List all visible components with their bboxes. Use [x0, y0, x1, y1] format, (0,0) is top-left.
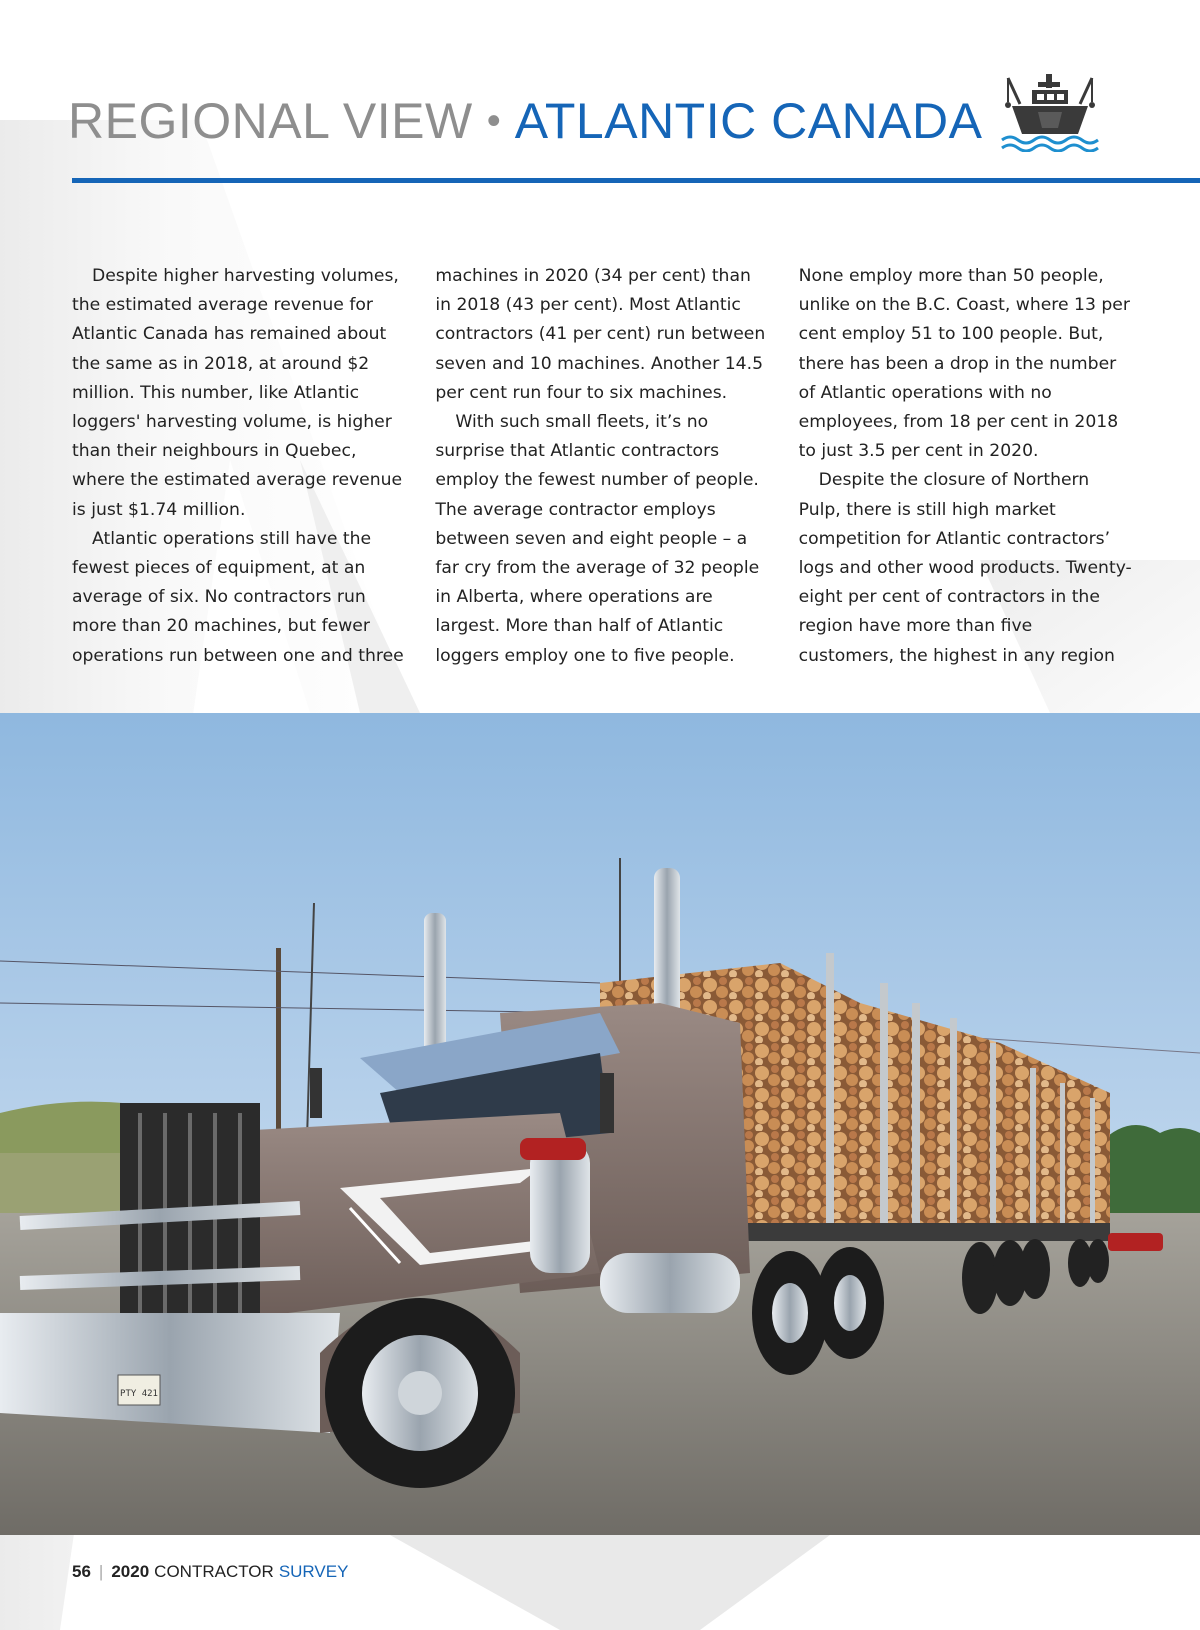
- paragraph: None employ more than 50 people, unlike on the B.C. Coast, where 13 per cent employ 51 to 100 people. But, there has been a drop in the number of Atlantic operations with no employees, from 18 per cent in 2018 to just 3.5 per cent in 2020.: [798, 266, 1130, 462]
- paragraph: Atlantic operations still have the fewest pieces of equipment, at an average of six. No contractors run more than 20 machines, but fewer operations run between one and three: [72, 528, 404, 666]
- page-number: 56: [72, 1562, 91, 1581]
- truck-illustration: [0, 713, 1200, 1535]
- section-label: REGIONAL VIEW: [68, 93, 473, 149]
- text-column-1: [72, 262, 405, 671]
- page-footer: [72, 1562, 348, 1582]
- ship-icon: [998, 72, 1102, 152]
- paragraph: Despite higher harvesting volumes, the estimated average revenue for Atlantic Canada has remained about the same as in 2018, at around $2 million. This number, like Atlantic loggers' harvesting volume, is higher than their neighbours in Quebec, where the estimated average revenue is just $1.74 million.: [72, 266, 403, 520]
- logging-truck-photo: [0, 713, 1200, 1535]
- license-plate: PTY 421: [120, 1389, 158, 1399]
- title-separator-dot: •: [486, 98, 501, 143]
- text-column-2: [435, 262, 768, 671]
- text-column-3: [799, 262, 1132, 671]
- page-title: ATLANTIC CANADA: [514, 93, 983, 149]
- footer-separator: |: [98, 1562, 104, 1581]
- header-rule: [72, 178, 1200, 183]
- publication-title-word: CONTRACTOR: [154, 1562, 274, 1581]
- paragraph: Despite the closure of Northern Pulp, there is still high market competition for Atlantic contractors’ logs and other wood products. Twenty-eight per cent of contractors in the region have more than five customers, the highest in any region: [798, 470, 1132, 666]
- publication-year: 2020: [111, 1562, 150, 1581]
- page-header: [68, 86, 983, 156]
- publication-title-accent: SURVEY: [278, 1562, 349, 1581]
- paragraph: With such small fleets, it’s no surprise that Atlantic contractors employ the fewest number of people. The average contractor employs between seven and eight people – a far cry from the average of 32 people in Alberta, where operations are largest. More than half of Atlantic loggers employ one to five people.: [435, 412, 760, 666]
- paragraph: machines in 2020 (34 per cent) than in 2018 (43 per cent). Most Atlantic contractors (41 per cent) run between seven and 10 machines. Another 14.5 per cent run four to six machines.: [435, 266, 766, 403]
- article-body: [72, 262, 1132, 671]
